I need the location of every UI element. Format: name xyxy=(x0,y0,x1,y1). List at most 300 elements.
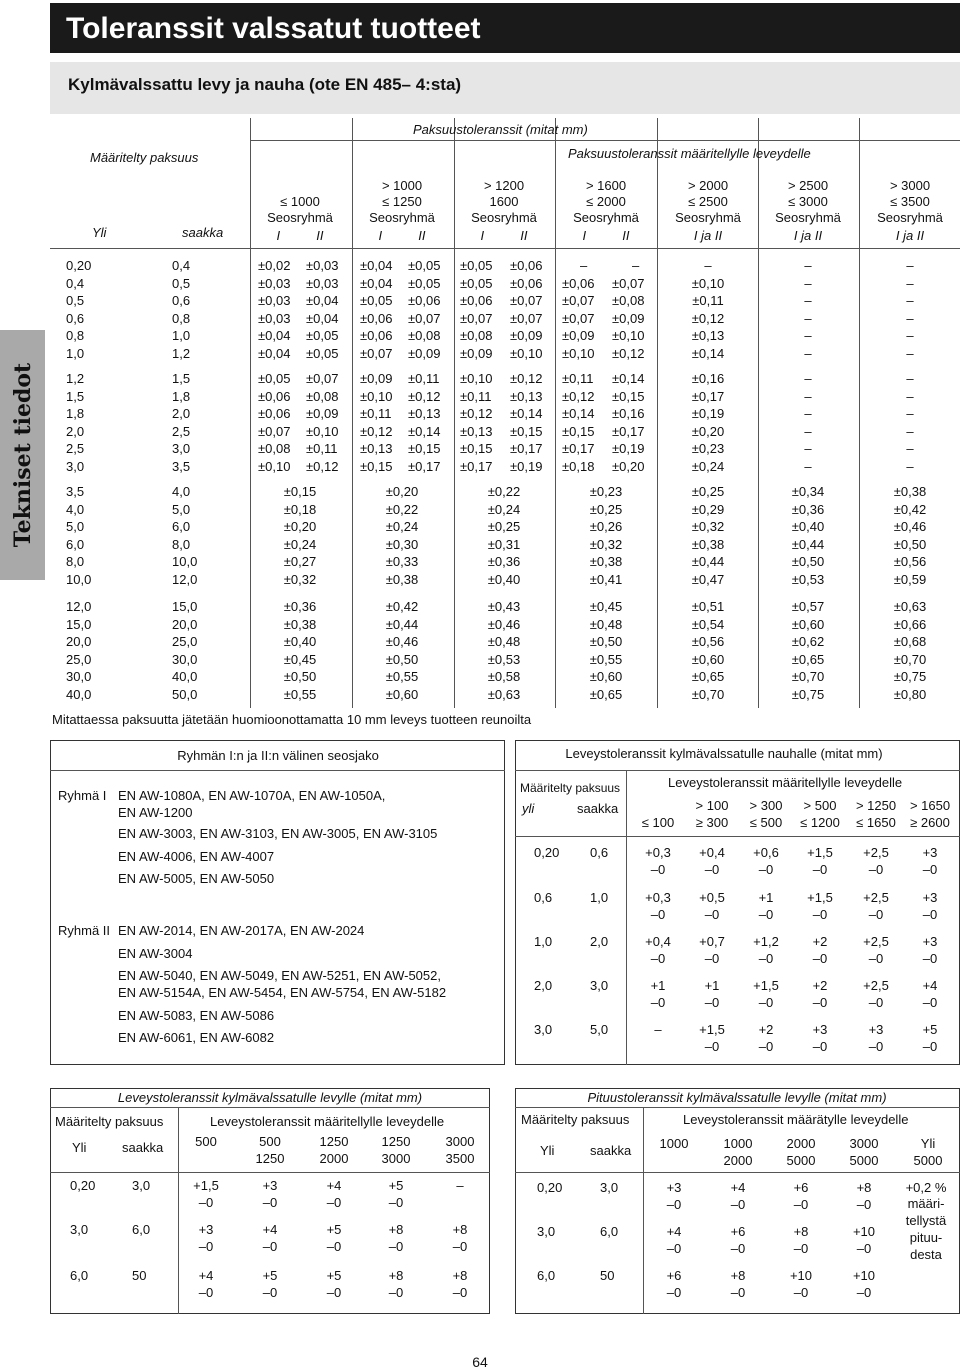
alloy-group-label: Seosryhmä xyxy=(877,210,943,225)
strip-tol-plus: +0,3 xyxy=(645,845,671,860)
table-cell: ±0,60 xyxy=(791,616,825,632)
table-cell: ±0,04 xyxy=(360,275,393,291)
table-cell: ±0,47 xyxy=(691,571,725,587)
table-cell: ±0,48 xyxy=(487,634,521,649)
table-cell: – xyxy=(804,371,812,386)
table-cell: ±0,50 xyxy=(791,554,825,569)
table-cell: ±0,46 xyxy=(385,634,419,649)
rule-line xyxy=(643,1107,644,1314)
table-cell: ±0,02 xyxy=(258,258,291,273)
table-cell: ±0,20 xyxy=(283,519,317,534)
col-header-top: Paksuustoleranssit (mitat mm) xyxy=(413,122,588,137)
table-cell: ±0,09 xyxy=(306,406,339,421)
table-cell: – xyxy=(906,423,914,439)
table-cell: ±0,08 xyxy=(258,441,291,456)
strip-tol-minus: –0 xyxy=(758,1039,774,1054)
table-cell: 15,0 xyxy=(172,599,198,614)
table-cell: ±0,23 xyxy=(589,484,623,499)
table-cell: 3,0 xyxy=(172,441,191,456)
sheet-yli-val: 3,0 xyxy=(70,1222,89,1237)
table-cell: 0,8 xyxy=(66,328,85,343)
strip-width-to: ≥ 300 xyxy=(695,815,729,830)
table-cell: 1,8 xyxy=(66,406,85,421)
table-cell: ±0,40 xyxy=(487,571,521,587)
table-cell: ±0,04 xyxy=(306,293,339,308)
group2-line: EN AW-3004 xyxy=(118,946,193,961)
footnote: Mitattaessa paksuutta jätetään huomioonottamatta 10 mm leveys tuotteen reunoilta xyxy=(52,712,532,727)
table-cell: ±0,53 xyxy=(487,651,521,667)
table-cell: ±0,07 xyxy=(510,293,543,308)
table-cell: ±0,44 xyxy=(691,554,725,569)
sheet-tol-minus: –0 xyxy=(198,1285,214,1300)
table-cell: ±0,24 xyxy=(487,501,521,517)
table-cell: ±0,17 xyxy=(691,388,725,404)
alloy-group-cols: I II xyxy=(480,228,528,243)
table-cell: ±0,08 xyxy=(612,293,645,308)
strip-tol-plus: +4 xyxy=(922,978,938,993)
table-cell: ±0,70 xyxy=(791,669,825,684)
table-cell: ±0,50 xyxy=(589,634,623,649)
length-width-from: 1000 xyxy=(659,1136,689,1151)
length-saakka: saakka xyxy=(590,1143,632,1158)
sheet-tol-plus: +8 xyxy=(452,1222,468,1237)
length-tol-plus: +4 xyxy=(730,1180,746,1195)
table-cell: ±0,57 xyxy=(791,599,825,614)
table-cell: ±0,36 xyxy=(791,501,825,517)
saakka-label: saakka xyxy=(182,225,224,240)
table-cell: 30,0 xyxy=(172,651,198,667)
length-width-from: Yli xyxy=(920,1136,936,1151)
strip-width-from: > 1250 xyxy=(855,798,897,813)
strip-tol-plus: +2 xyxy=(812,978,828,993)
table-cell: ±0,07 xyxy=(562,310,595,326)
table-cell: ±0,66 xyxy=(893,616,927,632)
length-tol-minus: –0 xyxy=(666,1197,682,1212)
strip-tol-plus: +3 xyxy=(922,845,938,860)
length-tol-minus: –0 xyxy=(730,1241,746,1256)
rule-line xyxy=(352,118,353,708)
strip-yli: yli xyxy=(522,801,535,816)
strip-tol-minus: –0 xyxy=(650,862,666,877)
sheet-saakka-val: 6,0 xyxy=(132,1222,151,1237)
length-tol-plus: +3 xyxy=(666,1180,682,1195)
table-cell: 1,5 xyxy=(66,388,85,404)
sheet-width-from: 1250 xyxy=(319,1134,349,1149)
sheet-tol-minus: –0 xyxy=(452,1239,468,1254)
table-cell: ±0,15 xyxy=(612,388,645,404)
table-cell: ±0,13 xyxy=(408,406,441,421)
table-cell: ±0,06 xyxy=(510,275,543,291)
col-header-sub: Paksuustoleranssit määritellylle leveydelle xyxy=(568,146,811,161)
width-range-to: ≤ 3000 xyxy=(788,194,828,209)
strip-tol-minus: –0 xyxy=(922,995,938,1010)
table-cell: ±0,42 xyxy=(893,501,927,517)
table-cell: – xyxy=(804,441,812,456)
sheet-tol-plus: +3 xyxy=(262,1178,278,1193)
table-cell: ±0,60 xyxy=(691,651,725,667)
table-cell: ±0,46 xyxy=(487,616,521,632)
table-cell: 1,5 xyxy=(172,371,191,386)
rule-line xyxy=(50,1172,490,1173)
table-cell: ±0,22 xyxy=(385,501,419,517)
alloy-group-label: Seosryhmä xyxy=(267,210,333,225)
table-cell: 4,0 xyxy=(66,501,85,517)
table-cell: ±0,50 xyxy=(283,669,317,684)
length-tol-minus: –0 xyxy=(856,1285,872,1300)
strip-width-from: > 500 xyxy=(803,798,837,813)
table-cell: ±0,09 xyxy=(612,310,645,326)
strip-saakka-val: 2,0 xyxy=(590,934,609,949)
table-cell: ±0,08 xyxy=(306,388,339,404)
width-range-to: ≤ 1000 xyxy=(280,194,320,209)
sheet-saakka-val: 50 xyxy=(132,1268,147,1283)
table-cell: ±0,10 xyxy=(562,345,595,361)
sheet-tol-plus: +1,5 xyxy=(193,1178,219,1193)
table-cell: ±0,19 xyxy=(510,458,543,474)
table-cell: 1,2 xyxy=(66,371,85,386)
length-tol-plus: +8 xyxy=(730,1268,746,1283)
length-width-to: 5000 xyxy=(849,1153,879,1168)
table-cell: 25,0 xyxy=(172,634,198,649)
strip-tol-minus: –0 xyxy=(650,995,666,1010)
table-cell: ±0,33 xyxy=(385,554,419,569)
alloy-group-cols: I ja II xyxy=(693,228,723,243)
length-last-col-line: tellystä xyxy=(905,1213,947,1228)
table-cell: ±0,34 xyxy=(791,484,825,499)
table-cell: ±0,38 xyxy=(893,484,927,499)
table-cell: ±0,63 xyxy=(893,599,927,614)
strip-tol-minus: –0 xyxy=(758,951,774,966)
sheet-tol-minus: –0 xyxy=(326,1239,342,1254)
table-cell: ±0,15 xyxy=(562,423,595,439)
table-cell: ±0,03 xyxy=(258,310,291,326)
strip-header: Leveystoleranssit kylmävalssatulle nauhalle (mitat mm) xyxy=(565,746,883,761)
table-cell: ±0,07 xyxy=(360,345,393,361)
alloy-group-cols: I II xyxy=(276,228,324,243)
table-cell: 0,4 xyxy=(172,258,191,273)
table-cell: ±0,12 xyxy=(691,310,725,326)
strip-yli-val: 0,20 xyxy=(534,845,560,860)
table-cell: 1,0 xyxy=(172,328,191,343)
table-cell: ±0,32 xyxy=(589,536,623,552)
table-cell: 1,2 xyxy=(172,345,191,361)
table-cell: ±0,24 xyxy=(691,458,725,474)
table-cell: ±0,20 xyxy=(691,423,725,439)
table-cell: ±0,18 xyxy=(562,458,595,474)
table-cell: ±0,05 xyxy=(360,293,393,308)
length-col-sub: Leveystoleranssit määrätylle leveydelle xyxy=(683,1112,909,1127)
table-cell: ±0,55 xyxy=(589,651,623,667)
strip-tol-minus: –0 xyxy=(650,907,666,922)
table-cell: ±0,04 xyxy=(306,310,339,326)
sheet-tol-plus: +5 xyxy=(388,1178,404,1193)
sheet-width-from: 500 xyxy=(195,1134,217,1149)
table-cell: ±0,05 xyxy=(460,275,493,291)
rule-line xyxy=(657,118,658,708)
strip-tol-plus: +2,5 xyxy=(863,890,889,905)
table-cell: ±0,44 xyxy=(385,616,419,632)
table-cell: – xyxy=(906,328,914,343)
table-cell: ±0,15 xyxy=(460,441,493,456)
strip-width-from: > 1650 xyxy=(909,798,951,813)
strip-yli-val: 0,6 xyxy=(534,890,553,905)
rule-line xyxy=(515,1172,960,1173)
table-cell: ±0,17 xyxy=(510,441,543,456)
table-cell: 0,6 xyxy=(172,293,191,308)
table-cell: ±0,20 xyxy=(612,458,645,474)
strip-tol-plus: +5 xyxy=(922,1022,938,1037)
table-cell: ±0,62 xyxy=(791,634,825,649)
rule-line xyxy=(626,770,627,1065)
table-cell: ±0,15 xyxy=(283,484,317,499)
sheet-width-from: 3000 xyxy=(445,1134,475,1149)
strip-tol-plus: +1,5 xyxy=(807,845,833,860)
table-cell: – xyxy=(804,458,812,474)
yli-label: Yli xyxy=(92,225,107,240)
table-cell: ±0,55 xyxy=(385,669,419,684)
length-last-col-line: +0,2 % xyxy=(905,1180,947,1195)
table-cell: – xyxy=(804,258,812,273)
table-cell: 20,0 xyxy=(172,616,198,632)
table-cell: – xyxy=(804,310,812,326)
length-tol-plus: +6 xyxy=(793,1180,809,1195)
table-cell: ±0,14 xyxy=(612,371,645,386)
table-cell: ±0,06 xyxy=(360,310,393,326)
width-range-to: 1600 xyxy=(489,194,519,209)
strip-tol-minus: –0 xyxy=(922,862,938,877)
table-cell: ±0,75 xyxy=(791,686,825,702)
sheet-col-left: Määritelty paksuus xyxy=(55,1114,164,1129)
alloy-group-cols: I II xyxy=(582,228,630,243)
length-saakka-val: 6,0 xyxy=(600,1224,619,1239)
strip-tol-minus: –0 xyxy=(868,951,884,966)
strip-tol-minus: –0 xyxy=(868,862,884,877)
alloy-group-cols: I II xyxy=(378,228,426,243)
group1-line: EN AW-3003, EN AW-3103, EN AW-3005, EN AW-3105 xyxy=(118,826,438,841)
table-cell: 15,0 xyxy=(66,616,92,632)
strip-tol-plus: +1,5 xyxy=(699,1022,725,1037)
sheet-width-from: 500 xyxy=(259,1134,281,1149)
table-cell: ±0,56 xyxy=(691,634,725,649)
strip-tol-minus: –0 xyxy=(922,951,938,966)
sheet-width-to: 2000 xyxy=(319,1151,349,1166)
strip-tol-plus: +1 xyxy=(704,978,720,993)
length-saakka-val: 3,0 xyxy=(600,1180,619,1195)
page-number: 64 xyxy=(472,1354,488,1370)
strip-tol-plus: +2 xyxy=(812,934,828,949)
rule-line xyxy=(515,770,960,771)
strip-tol-minus: –0 xyxy=(704,907,720,922)
table-cell: – xyxy=(804,423,812,439)
section-subtitle: Kylmävalssattu levy ja nauha (ote EN 485– 4:sta) xyxy=(50,62,960,114)
table-cell: 2,0 xyxy=(66,423,85,439)
table-cell: ±0,53 xyxy=(791,571,825,587)
strip-tol-minus: –0 xyxy=(868,995,884,1010)
sheet-yli-val: 0,20 xyxy=(70,1178,96,1193)
width-range-from: > 3000 xyxy=(889,178,931,193)
table-cell: ±0,60 xyxy=(385,686,419,702)
table-cell: ±0,10 xyxy=(612,328,645,343)
table-cell: ±0,11 xyxy=(562,371,594,386)
table-cell: ±0,16 xyxy=(691,371,725,386)
table-cell: ±0,15 xyxy=(360,458,393,474)
length-width-from: 3000 xyxy=(849,1136,879,1151)
length-col-left: Määritelty paksuus xyxy=(521,1112,630,1127)
length-tol-minus: –0 xyxy=(666,1285,682,1300)
length-tol-minus: –0 xyxy=(730,1197,746,1212)
strip-width-from: > 300 xyxy=(749,798,783,813)
table-cell: ±0,32 xyxy=(691,519,725,534)
sheet-width-to: 1250 xyxy=(255,1151,285,1166)
table-cell: ±0,10 xyxy=(460,371,493,386)
table-cell: ±0,48 xyxy=(589,616,623,632)
table-cell: – xyxy=(906,310,914,326)
table-cell: 1,8 xyxy=(172,388,191,404)
table-cell: ±0,09 xyxy=(510,328,543,343)
table-cell: ±0,25 xyxy=(589,501,623,517)
strip-tol-plus: +2,5 xyxy=(863,934,889,949)
table-cell: ±0,38 xyxy=(385,571,419,587)
table-cell: ±0,07 xyxy=(306,371,339,386)
table-cell: 1,0 xyxy=(66,345,85,361)
table-cell: ±0,17 xyxy=(562,441,595,456)
table-cell: ±0,22 xyxy=(487,484,521,499)
length-tol-plus: +10 xyxy=(852,1268,876,1283)
table-cell: ±0,09 xyxy=(562,328,595,343)
length-tol-plus: +8 xyxy=(793,1224,809,1239)
strip-tol-plus: +3 xyxy=(812,1022,828,1037)
table-cell: 12,0 xyxy=(172,571,198,587)
sheet-tol-plus: +8 xyxy=(388,1222,404,1237)
table-cell: ±0,36 xyxy=(487,554,521,569)
table-cell: ±0,14 xyxy=(562,406,595,421)
table-cell: ±0,12 xyxy=(408,388,441,404)
length-yli-val: 6,0 xyxy=(537,1268,556,1283)
alloy-group-label: Seosryhmä xyxy=(573,210,639,225)
strip-tol-plus: +3 xyxy=(868,1022,884,1037)
col-header-left: Määritelty paksuus xyxy=(90,150,199,165)
table-cell: ±0,63 xyxy=(487,686,521,702)
length-yli: Yli xyxy=(540,1143,555,1158)
table-cell: – xyxy=(804,293,812,308)
alloy-group-label: Seosryhmä xyxy=(675,210,741,225)
table-cell: ±0,17 xyxy=(460,458,493,474)
group2-line: EN AW-5083, EN AW-5086 xyxy=(118,1008,275,1023)
table-cell: ±0,14 xyxy=(510,406,543,421)
table-cell: ±0,10 xyxy=(258,458,291,474)
table-cell: ±0,12 xyxy=(562,388,595,404)
table-cell: ±0,18 xyxy=(283,501,317,517)
table-cell: ±0,40 xyxy=(283,634,317,649)
sheet-yli: Yli xyxy=(72,1140,87,1155)
table-cell: 40,0 xyxy=(66,686,92,702)
group1-line: EN AW-5005, EN AW-5050 xyxy=(118,871,275,886)
strip-tol-minus: –0 xyxy=(650,951,666,966)
table-cell: ±0,07 xyxy=(562,293,595,308)
table-cell: ±0,13 xyxy=(460,423,493,439)
length-tol-plus: +8 xyxy=(856,1180,872,1195)
group1-line: EN AW-1200 xyxy=(118,805,193,820)
strip-yli-val: 3,0 xyxy=(534,1022,553,1037)
strip-saakka-val: 5,0 xyxy=(590,1022,609,1037)
table-cell: ±0,26 xyxy=(589,519,623,534)
table-cell: – xyxy=(804,345,812,361)
table-cell: 6,0 xyxy=(66,536,85,552)
strip-tol-plus: +3 xyxy=(922,934,938,949)
table-cell: ±0,46 xyxy=(893,519,927,534)
table-cell: – xyxy=(804,406,812,421)
table-cell: ±0,04 xyxy=(360,258,393,273)
strip-tol-minus: –0 xyxy=(704,1039,720,1054)
rule-line xyxy=(250,118,251,708)
table-cell: ±0,56 xyxy=(893,554,927,569)
table-cell: ±0,06 xyxy=(258,406,291,421)
group1-line: EN AW-1080A, EN AW-1070A, EN AW-1050A, xyxy=(118,788,386,803)
table-cell: 2,5 xyxy=(172,423,191,439)
rule-line xyxy=(178,1107,179,1314)
length-tol-minus: –0 xyxy=(793,1285,809,1300)
length-header: Pituustoleranssit kylmävalssatulle levylle (mitat mm) xyxy=(587,1090,887,1105)
sheet-tol-plus: +5 xyxy=(326,1222,342,1237)
length-tol-minus: –0 xyxy=(793,1241,809,1256)
strip-tol-minus: –0 xyxy=(868,907,884,922)
table-cell: – xyxy=(906,345,914,361)
strip-tol-plus: +0,3 xyxy=(645,890,671,905)
sheet-yli-val: 6,0 xyxy=(70,1268,89,1283)
sheet-tol-minus: –0 xyxy=(452,1285,468,1300)
length-tol-minus: –0 xyxy=(856,1241,872,1256)
strip-yli-val: 1,0 xyxy=(534,934,553,949)
table-cell: 5,0 xyxy=(172,501,191,517)
table-cell: – xyxy=(704,258,712,273)
table-cell: ±0,43 xyxy=(487,599,521,614)
table-cell: ±0,59 xyxy=(893,571,927,587)
width-range-from: > 2500 xyxy=(787,178,829,193)
table-cell: – xyxy=(804,388,812,404)
table-cell: 2,0 xyxy=(172,406,191,421)
table-cell: ±0,11 xyxy=(408,371,440,386)
width-range-to: ≤ 2500 xyxy=(688,194,728,209)
strip-tol-plus: +0,5 xyxy=(699,890,725,905)
strip-width-from: > 100 xyxy=(695,798,729,813)
table-cell: ±0,07 xyxy=(258,423,291,439)
table-cell: 8,0 xyxy=(66,554,85,569)
sheet-tol-minus: –0 xyxy=(262,1195,278,1210)
table-cell: ±0,10 xyxy=(306,423,339,439)
length-width-from: 2000 xyxy=(786,1136,816,1151)
table-cell: ±0,10 xyxy=(510,345,543,361)
table-cell: ±0,41 xyxy=(589,571,623,587)
table-cell: – xyxy=(804,275,812,291)
table-cell: – xyxy=(906,371,914,386)
strip-tol-minus: –0 xyxy=(812,862,828,877)
side-tab xyxy=(0,330,45,580)
strip-tol-minus: –0 xyxy=(812,995,828,1010)
group1-label: Ryhmä I xyxy=(58,788,107,803)
length-tol-minus: –0 xyxy=(666,1241,682,1256)
table-cell: ±0,15 xyxy=(510,423,543,439)
table-cell: ±0,36 xyxy=(283,599,317,614)
sheet-tol-plus: +5 xyxy=(262,1268,278,1283)
table-cell: 3,5 xyxy=(66,484,85,499)
table-cell: ±0,50 xyxy=(893,536,927,552)
table-cell: – xyxy=(632,258,640,273)
group2-label: Ryhmä II xyxy=(58,923,111,938)
strip-yli-val: 2,0 xyxy=(534,978,553,993)
table-cell: ±0,50 xyxy=(385,651,419,667)
table-cell: ±0,23 xyxy=(691,441,725,456)
table-cell: ±0,11 xyxy=(692,293,724,308)
